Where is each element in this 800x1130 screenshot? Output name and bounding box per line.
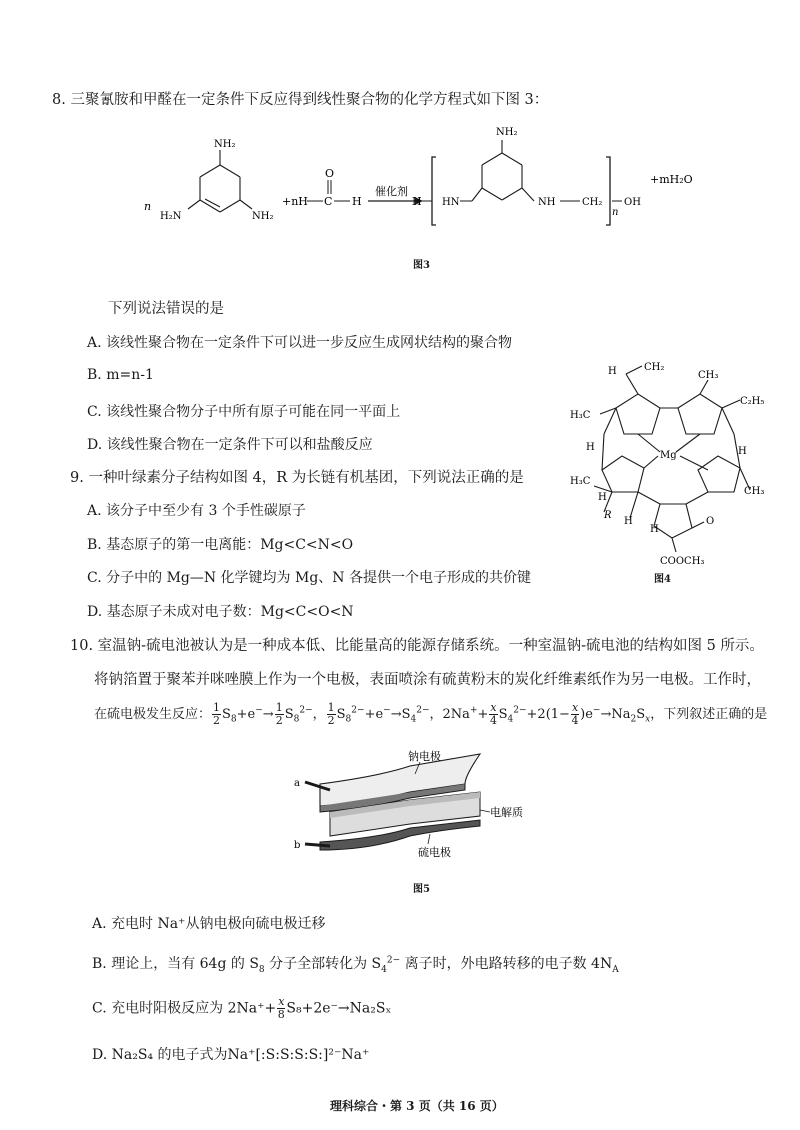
label-h-left: H <box>412 195 422 208</box>
q10-line3: 在硫电极发生反应： $\frac{1}{2}$ $S_8+e^-\to$ $\frac{1}{2}$ $S_8^{2-}$， $\frac{1}{2}$ $S_8^{2-}+e^-\to S_4^{2-}$，2Na++ $\frac{x}{4}$ $S_4^{2-}+2(1-$ $\frac{x}{4}$ )$e^-\to Na_2S_x$，下列叙述正确的是 <box>94 701 768 727</box>
formaldehyde-c: C <box>324 195 333 208</box>
q9-option-d: D. 基态原子未成对电子数：Mg<C<O<N <box>87 604 354 620</box>
label-h2n: H₂N <box>160 211 182 222</box>
battery-diagram <box>290 746 550 866</box>
label-h-bottom-left: H <box>598 492 607 503</box>
polymer-ring <box>472 140 534 201</box>
label-cooch3: COOCH₃ <box>660 556 705 567</box>
label-h-vinyl: H <box>608 366 617 377</box>
bracket-left <box>432 157 436 225</box>
label-na-electrode: 钠电极 <box>408 750 441 763</box>
q10-option-c: C. 充电时阳极反应为 2Na⁺+ $\frac{x}{8}$ S₈+2e⁻→Na₂Sₓ <box>92 995 392 1021</box>
q10-option-b: B. 理论上，当有 64g 的 $S_8$ 分子全部转化为 $S_4^{2-}$ 离子时，外电路转移的电子数 $4N_A$ <box>92 955 619 975</box>
q9-option-a: A. 该分子中至少有 3 个手性碳原子 <box>87 503 306 519</box>
q8-reaction-equation <box>130 115 710 230</box>
fig4-caption: 图4 <box>654 574 671 585</box>
label-electrolyte: 电解质 <box>490 806 523 819</box>
label-h-ring: H <box>650 524 659 535</box>
catalyst-label: 催化剂 <box>375 185 408 198</box>
label-h-right: H <box>738 446 747 457</box>
coef-n: n <box>144 200 152 213</box>
q10-option-c-prefix: C. 充电时阳极反应为 2Na⁺+ <box>92 1000 277 1017</box>
label-hn: HN <box>442 197 460 208</box>
subscript-n: n <box>612 207 619 218</box>
q9-option-c: C. 分子中的 Mg—N 化学键均为 Mg、N 各提供一个电子形成的共价键 <box>87 570 532 586</box>
q9-stem: 9. 一种叶绿素分子结构如图 4，R 为长链有机基团，下列说法正确的是 <box>70 470 524 486</box>
q10-line1: 10. 室温钠-硫电池被认为是一种成本低、比能量高的能源存储系统。一种室温钠-硫电池的结构如图 5 所示。 <box>70 638 764 654</box>
q8-stem: 8. 三聚氰胺和甲醛在一定条件下反应得到线性聚合物的化学方程式如下图 3： <box>52 92 549 108</box>
q10-option-b-suffix: 离子时，外电路转移的电子数 4N <box>400 956 613 972</box>
label-nh2-polymer: NH₂ <box>496 127 518 138</box>
plus-mh2o: +mH₂O <box>650 173 693 186</box>
q10-option-a: A. 充电时 Na⁺从钠电极向硫电极迁移 <box>92 916 326 932</box>
q9-option-b: B. 基态原子的第一电离能：Mg<C<N<O <box>87 537 354 553</box>
label-ch3-right: CH₃ <box>744 486 765 497</box>
q8-option-c: C. 该线性聚合物分子中所有原子可能在同一平面上 <box>87 404 401 420</box>
q10-option-b-prefix: B. 理论上，当有 64g 的 S <box>92 956 259 972</box>
q8-option-b: B. m=n-1 <box>87 367 154 383</box>
label-r: R <box>604 510 612 521</box>
q10-line3-prefix: 在硫电极发生反应： <box>94 707 212 722</box>
label-h3c-bottom: H₃C <box>570 476 591 487</box>
label-ch2-vinyl: CH₂ <box>644 362 665 373</box>
q8-option-a: A. 该线性聚合物在一定条件下可以进一步反应生成网状结构的聚合物 <box>87 335 513 351</box>
label-o: O <box>706 516 715 527</box>
label-c2h5: C₂H₅ <box>740 396 765 407</box>
fig5-caption: 图5 <box>413 884 430 895</box>
q10-option-c-suffix: S₈+2e⁻→Na₂Sₓ <box>286 1000 392 1017</box>
chlorophyll-structure <box>568 352 778 567</box>
label-s-electrode: 硫电极 <box>418 846 451 859</box>
formaldehyde-h: H <box>352 195 362 208</box>
q10-line3-suffix: ，下列叙述正确的是 <box>650 707 768 722</box>
q8-option-d: D. 该线性聚合物在一定条件下可以和盐酸反应 <box>87 437 373 453</box>
lead-b <box>305 844 330 846</box>
fig3-caption: 图3 <box>413 260 430 271</box>
plus-nh: +nH <box>282 195 308 208</box>
label-nh2-right: NH₂ <box>252 211 274 222</box>
label-h-r: H <box>624 516 633 527</box>
label-h3c-top: H₃C <box>570 410 591 421</box>
page-footer: 理科综合・第 3 页（共 16 页） <box>330 1099 504 1113</box>
label-mg: Mg <box>660 450 677 461</box>
label-h-left: H <box>586 442 595 453</box>
label-a: a <box>294 778 300 789</box>
formaldehyde-o: O <box>325 167 335 180</box>
label-oh: OH <box>624 197 641 208</box>
label-ch2: CH₂ <box>582 197 603 208</box>
label-b: b <box>294 840 301 851</box>
label-nh2-top: NH₂ <box>214 139 236 150</box>
q10-option-d: D. Na₂S₄ 的电子式为Na⁺[:S:S:S:S:]²⁻Na⁺ <box>92 1047 370 1063</box>
label-nh: NH <box>538 197 556 208</box>
bracket-right <box>606 157 610 225</box>
q10-option-b-mid: 分子全部转化为 S <box>264 956 382 972</box>
q10-line2: 将钠箔置于聚苯并咪唑膜上作为一个电极，表面喷涂有硫黄粉末的炭化纤维素纸作为另一电极。工作时， <box>94 672 761 688</box>
melamine-ring <box>188 150 252 212</box>
q8-prompt: 下列说法错误的是 <box>108 301 224 317</box>
label-ch3-top: CH₃ <box>698 370 719 381</box>
